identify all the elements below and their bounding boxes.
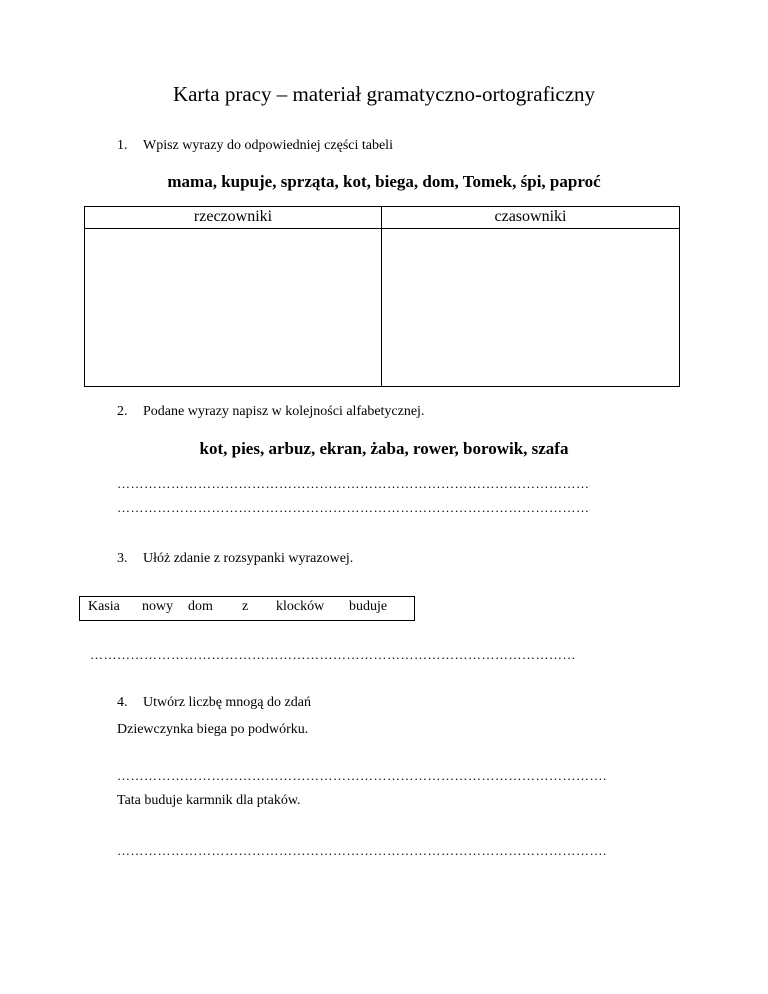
scramble-word: dom xyxy=(188,599,213,614)
task-3-instruction xyxy=(117,551,353,567)
scramble-word: klocków xyxy=(276,599,325,614)
scramble-word: Kasia xyxy=(88,599,120,614)
word-scramble-box xyxy=(79,596,415,621)
task-2-instruction xyxy=(117,404,424,420)
task-2-word-list: kot, pies, arbuz, ekran, żaba, rower, borowik, szafa xyxy=(199,439,569,458)
table-header-verbs: czasowniki xyxy=(494,208,567,225)
table-cell-nouns[interactable] xyxy=(85,229,381,386)
scramble-word: z xyxy=(242,599,249,614)
task-number: 1. xyxy=(117,138,128,153)
task-text: Utwórz liczbę mnogą do zdań xyxy=(143,695,311,710)
task-number: 3. xyxy=(117,551,128,566)
answer-line[interactable]: …………………………………………………………………………………………… xyxy=(117,476,590,491)
task-1-word-list: mama, kupuje, sprząta, kot, biega, dom, Tomek, śpi, paproć xyxy=(167,172,601,191)
scramble-word: nowy xyxy=(142,599,174,614)
answer-line[interactable]: ………………………………………………………………………………………………. xyxy=(117,768,607,783)
table-header-nouns: rzeczowniki xyxy=(193,208,273,225)
task-number: 2. xyxy=(117,404,128,419)
table-cell-verbs[interactable] xyxy=(382,229,679,386)
sentence-2: Tata buduje karmnik dla ptaków. xyxy=(117,793,301,808)
task-4-instruction xyxy=(117,695,311,711)
answer-line[interactable]: ……………………………………………………………………………………………… xyxy=(90,647,576,662)
task-1-instruction xyxy=(117,138,393,154)
task-text: Podane wyrazy napisz w kolejności alfabetycznej. xyxy=(143,404,425,419)
page-title: Karta pracy – materiał gramatyczno-ortograficzny xyxy=(172,82,596,106)
answer-line[interactable]: …………………………………………………………………………………………… xyxy=(117,500,590,515)
sorting-table xyxy=(84,206,680,387)
answer-line[interactable]: ………………………………………………………………………………………………. xyxy=(117,843,607,858)
task-number: 4. xyxy=(117,695,128,710)
scramble-word: buduje xyxy=(349,599,388,614)
task-text: Ułóż zdanie z rozsypanki wyrazowej. xyxy=(143,551,354,566)
task-text: Wpisz wyrazy do odpowiedniej części tabeli xyxy=(143,138,393,153)
sentence-1: Dziewczynka biega po podwórku. xyxy=(117,722,309,737)
